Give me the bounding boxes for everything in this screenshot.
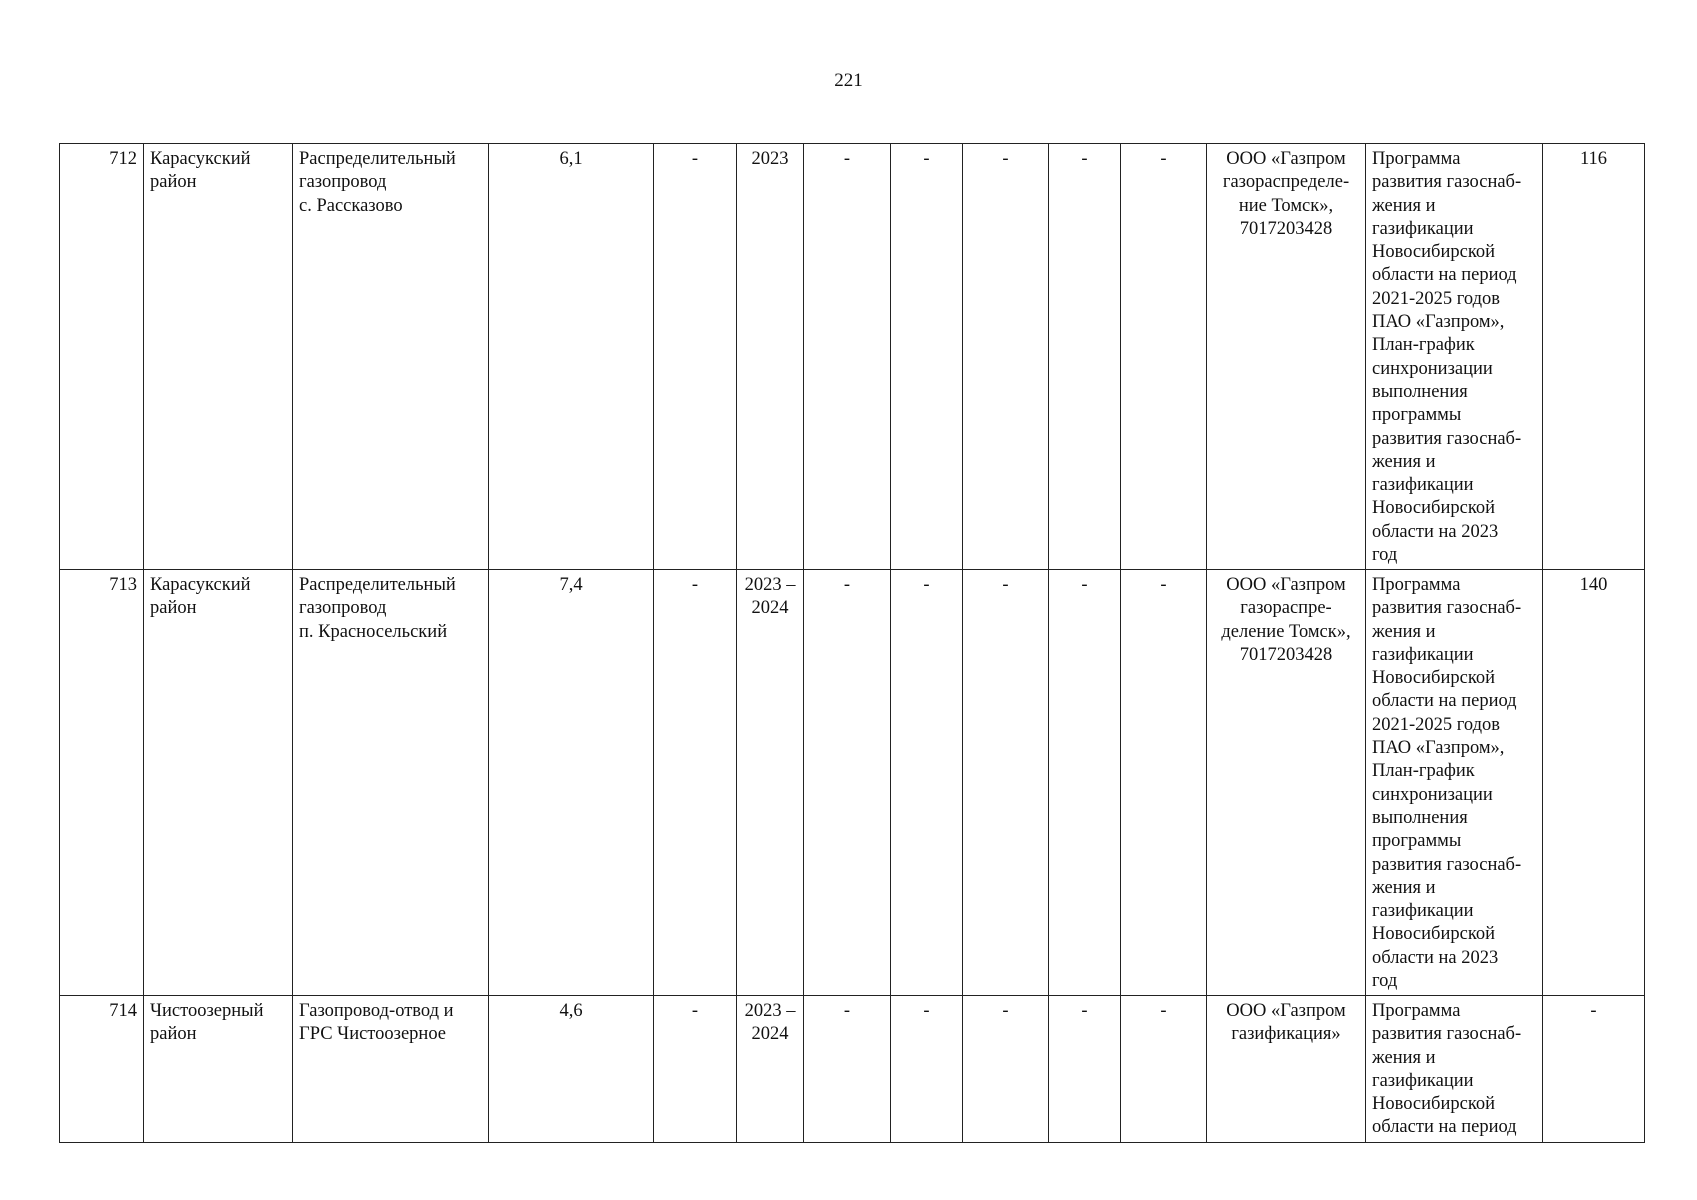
basis-document-cell [1366,570,1543,996]
c9-text: - [1002,575,1009,595]
length-text: 4,6 [559,1001,583,1021]
district-cell [144,570,293,996]
column-11-cell [1121,144,1207,570]
c8-text: - [923,575,930,595]
c5-text: - [691,1001,699,1021]
length-cell [489,996,654,1143]
object-text: Газопровод-отвод и ГРС Чистоозерное [299,1001,454,1045]
district-cell [144,144,293,570]
period-cell [737,144,804,570]
period-text: 2023 – 2024 [744,1001,796,1045]
table-row [60,996,1645,1143]
org-text: ООО «Газпром газификация» [1226,1001,1346,1045]
column-10-cell [1049,144,1121,570]
row-number-cell [60,144,144,570]
object-name-cell [293,144,489,570]
column-8-cell [891,144,963,570]
c7-text: - [843,1001,851,1021]
district-cell [144,996,293,1143]
row-number-cell [60,570,144,996]
column-10-cell [1049,570,1121,996]
c5-text: - [691,575,699,595]
c11-text: - [1160,1001,1167,1021]
district-text: Карасукский район [150,575,251,619]
district-text: Карасукский район [150,149,251,193]
length-text: 6,1 [559,149,583,169]
column-8-cell [891,570,963,996]
num-text: 713 [109,575,137,595]
page-number: 221 [834,70,863,91]
table-row [60,570,1645,996]
column-9-cell [963,144,1049,570]
c10-text: - [1081,575,1088,595]
org-text: ООО «Газпром газораспре- деление Томск», 7017203428 [1221,575,1351,665]
basis-document-cell [1366,144,1543,570]
c7-text: - [843,575,851,595]
object-text: Распределительный газопровод п. Красносельский [299,575,456,642]
column-7-cell [804,570,891,996]
last-column-cell [1543,570,1645,996]
column-9-cell [963,996,1049,1143]
basis-text: Программа развития газоснаб- жения и газификации Новосибирской области на период 2021-2025 годов ПАО «Газпром», План-график синхронизации выполнения программы развития газоснаб- жения и газификации Новосибирской области на 2023 год [1372,575,1522,992]
basis-text: Программа развития газоснаб- жения и газификации Новосибирской области на период [1372,1001,1522,1138]
c5-text: - [691,149,699,169]
last-column-cell [1543,996,1645,1143]
gas-objects-table [59,143,1645,1143]
c8-text: - [923,1001,930,1021]
last-column-cell [1543,144,1645,570]
num-text: 714 [109,1001,137,1021]
org-text: ООО «Газпром газораспределе- ние Томск», 7017203428 [1222,149,1350,239]
c9-text: - [1002,149,1009,169]
organization-cell [1207,144,1366,570]
organization-cell [1207,996,1366,1143]
num-text: 712 [109,149,137,169]
basis-document-cell [1366,996,1543,1143]
column-7-cell [804,144,891,570]
period-cell [737,996,804,1143]
object-name-cell [293,570,489,996]
column-9-cell [963,570,1049,996]
column-8-cell [891,996,963,1143]
c10-text: - [1081,1001,1088,1021]
length-text: 7,4 [559,575,583,595]
c9-text: - [1002,1001,1009,1021]
c10-text: - [1081,149,1088,169]
column-7-cell [804,996,891,1143]
last-text: - [1590,1001,1597,1021]
column-11-cell [1121,570,1207,996]
last-text: 140 [1579,575,1608,595]
object-text: Распределительный газопровод с. Рассказово [299,149,456,216]
period-text: 2023 [751,149,789,169]
column-11-cell [1121,996,1207,1143]
row-number-cell [60,996,144,1143]
object-name-cell [293,996,489,1143]
column-5-cell [654,996,737,1143]
c11-text: - [1160,149,1167,169]
district-text: Чистоозерный район [150,1001,264,1045]
organization-cell [1207,570,1366,996]
length-cell [489,144,654,570]
last-text: 116 [1579,149,1608,169]
c7-text: - [843,149,851,169]
column-5-cell [654,570,737,996]
c11-text: - [1160,575,1167,595]
table-row [60,144,1645,570]
c8-text: - [923,149,930,169]
basis-text: Программа развития газоснаб- жения и газификации Новосибирской области на период 2021-2025 годов ПАО «Газпром», План-график синхронизации выполнения программы развития газоснаб- жения и газификации Новосибирской области на 2023 год [1372,149,1522,566]
length-cell [489,570,654,996]
column-10-cell [1049,996,1121,1143]
period-cell [737,570,804,996]
period-text: 2023 – 2024 [744,575,796,619]
column-5-cell [654,144,737,570]
